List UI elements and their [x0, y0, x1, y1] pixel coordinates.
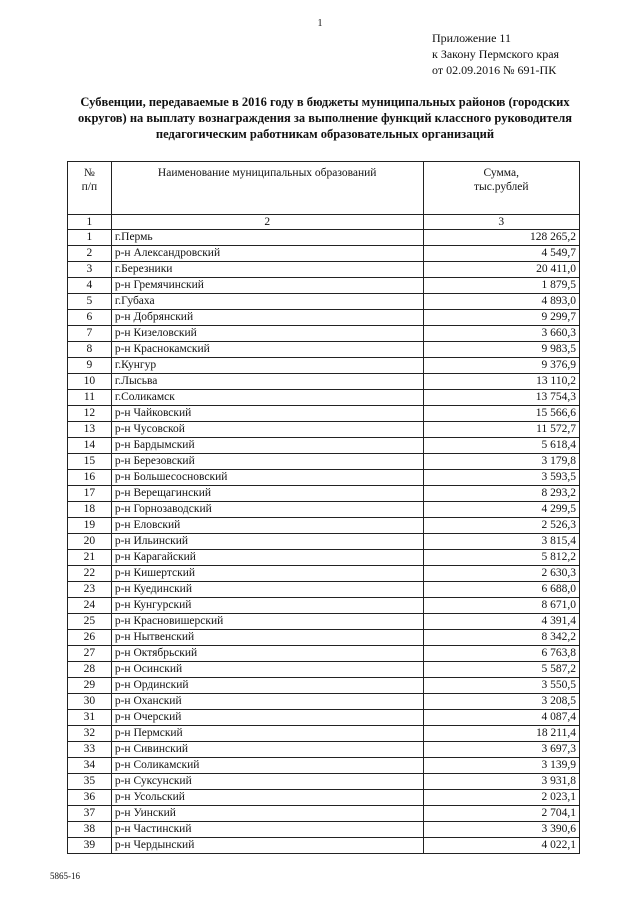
column-number: 1: [68, 215, 112, 230]
row-number: 25: [68, 614, 112, 630]
table-row: [68, 838, 580, 854]
table-row: [68, 358, 580, 374]
municipality-name: р-н Сивинский: [111, 742, 423, 758]
column-number: 3: [423, 215, 579, 230]
row-number: 7: [68, 326, 112, 342]
row-number: 38: [68, 822, 112, 838]
row-number: 22: [68, 566, 112, 582]
appendix-line-2: к Закону Пермского края: [432, 47, 560, 61]
subvention-amount: 3 179,8: [423, 454, 579, 470]
row-number: 34: [68, 758, 112, 774]
row-number: 21: [68, 550, 112, 566]
municipality-name: р-н Усольский: [111, 790, 423, 806]
table-row: [68, 614, 580, 630]
municipality-name: г.Пермь: [111, 230, 423, 246]
subvention-amount: 5 812,2: [423, 550, 579, 566]
row-number: 31: [68, 710, 112, 726]
municipality-name: р-н Чайковский: [111, 406, 423, 422]
row-number: 35: [68, 774, 112, 790]
title-line-3: педагогическим работникам образовательных организаций: [155, 127, 495, 141]
municipality-name: р-н Нытвенский: [111, 630, 423, 646]
municipality-name: г.Соликамск: [111, 390, 423, 406]
subvention-amount: 2 526,3: [423, 518, 579, 534]
subvention-amount: 5 587,2: [423, 662, 579, 678]
table-row: [68, 726, 580, 742]
subvention-amount: 2 630,3: [423, 566, 579, 582]
subvention-amount: 3 390,6: [423, 822, 579, 838]
subvention-amount: 3 208,5: [423, 694, 579, 710]
subvention-amount: 8 671,0: [423, 598, 579, 614]
municipality-name: р-н Соликамский: [111, 758, 423, 774]
appendix-line-3: от 02.09.2016 № 691-ПК: [432, 63, 557, 77]
header-sum-line-1: Сумма,: [483, 167, 519, 179]
appendix-line-1: Приложение 11: [432, 31, 511, 45]
header-sum: [423, 162, 579, 215]
table-row: [68, 774, 580, 790]
table-row: [68, 470, 580, 486]
page-number: 1: [317, 18, 323, 29]
header-number-line-1: №: [83, 167, 95, 179]
table-row: [68, 486, 580, 502]
subvention-amount: 9 376,9: [423, 358, 579, 374]
table-row: [68, 406, 580, 422]
row-number: 5: [68, 294, 112, 310]
table-row: [68, 598, 580, 614]
subvention-amount: 3 815,4: [423, 534, 579, 550]
header-number-line-2: п/п: [81, 181, 98, 193]
subvention-table: [67, 161, 580, 854]
title-line-1: Субвенции, передаваемые в 2016 году в бюджеты муниципальных районов (городских: [80, 95, 570, 109]
row-number: 11: [68, 390, 112, 406]
subvention-amount: 128 265,2: [423, 230, 579, 246]
table-row: [68, 374, 580, 390]
table-row: [68, 454, 580, 470]
municipality-name: р-н Красновишерский: [111, 614, 423, 630]
municipality-name: р-н Пермский: [111, 726, 423, 742]
table-row: [68, 230, 580, 246]
table-row: [68, 646, 580, 662]
row-number: 17: [68, 486, 112, 502]
table-row: [68, 342, 580, 358]
municipality-name: р-н Ординский: [111, 678, 423, 694]
row-number: 18: [68, 502, 112, 518]
row-number: 6: [68, 310, 112, 326]
subvention-amount: 1 879,5: [423, 278, 579, 294]
table-row: [68, 582, 580, 598]
table-row: [68, 502, 580, 518]
subvention-amount: 9 299,7: [423, 310, 579, 326]
row-number: 26: [68, 630, 112, 646]
row-number: 23: [68, 582, 112, 598]
subvention-amount: 3 660,3: [423, 326, 579, 342]
municipality-name: р-н Частинский: [111, 822, 423, 838]
table-row: [68, 518, 580, 534]
table-row: [68, 294, 580, 310]
subvention-amount: 4 299,5: [423, 502, 579, 518]
row-number: 8: [68, 342, 112, 358]
table-row: [68, 566, 580, 582]
table-row: [68, 278, 580, 294]
municipality-name: р-н Кишертский: [111, 566, 423, 582]
header-name: Наименование муниципальных образований: [111, 162, 423, 215]
column-number: 2: [111, 215, 423, 230]
table-row: [68, 630, 580, 646]
subvention-amount: 18 211,4: [423, 726, 579, 742]
municipality-name: р-н Октябрьский: [111, 646, 423, 662]
municipality-name: р-н Куединский: [111, 582, 423, 598]
subvention-amount: 3 697,3: [423, 742, 579, 758]
municipality-name: р-н Верещагинский: [111, 486, 423, 502]
table-row: [68, 262, 580, 278]
subvention-amount: 4 022,1: [423, 838, 579, 854]
row-number: 9: [68, 358, 112, 374]
municipality-name: р-н Еловский: [111, 518, 423, 534]
table-row: [68, 326, 580, 342]
row-number: 29: [68, 678, 112, 694]
table-row: [68, 246, 580, 262]
subvention-amount: 2 023,1: [423, 790, 579, 806]
municipality-name: р-н Уинский: [111, 806, 423, 822]
subvention-amount: 8 293,2: [423, 486, 579, 502]
table-row: [68, 662, 580, 678]
table-row: [68, 534, 580, 550]
row-number: 16: [68, 470, 112, 486]
table-row: [68, 710, 580, 726]
subvention-amount: 3 593,5: [423, 470, 579, 486]
subvention-amount: 4 549,7: [423, 246, 579, 262]
table-row: [68, 550, 580, 566]
municipality-name: р-н Александровский: [111, 246, 423, 262]
table-row: [68, 390, 580, 406]
row-number: 36: [68, 790, 112, 806]
row-number: 13: [68, 422, 112, 438]
table-row: [68, 310, 580, 326]
table-row: [68, 422, 580, 438]
subvention-amount: 3 931,8: [423, 774, 579, 790]
municipality-name: р-н Добрянский: [111, 310, 423, 326]
row-number: 24: [68, 598, 112, 614]
municipality-name: р-н Карагайский: [111, 550, 423, 566]
row-number: 14: [68, 438, 112, 454]
header-number: [68, 162, 112, 215]
row-number: 4: [68, 278, 112, 294]
row-number: 1: [68, 230, 112, 246]
municipality-name: р-н Очерский: [111, 710, 423, 726]
municipality-name: р-н Краснокамский: [111, 342, 423, 358]
table-row: [68, 758, 580, 774]
subvention-amount: 9 983,5: [423, 342, 579, 358]
document-code: 5865-16: [50, 871, 80, 881]
municipality-name: р-н Чердынский: [111, 838, 423, 854]
table-header-row: [68, 162, 580, 215]
subvention-amount: 2 704,1: [423, 806, 579, 822]
municipality-name: р-н Кизеловский: [111, 326, 423, 342]
subvention-amount: 6 688,0: [423, 582, 579, 598]
subvention-amount: 3 139,9: [423, 758, 579, 774]
row-number: 28: [68, 662, 112, 678]
municipality-name: р-н Чусовской: [111, 422, 423, 438]
row-number: 33: [68, 742, 112, 758]
table-row: [68, 694, 580, 710]
row-number: 27: [68, 646, 112, 662]
subvention-amount: 8 342,2: [423, 630, 579, 646]
appendix-reference: [432, 30, 559, 78]
table-row: [68, 678, 580, 694]
table-row: [68, 742, 580, 758]
municipality-name: р-н Кунгурский: [111, 598, 423, 614]
municipality-name: г.Губаха: [111, 294, 423, 310]
subvention-amount: 6 763,8: [423, 646, 579, 662]
row-number: 30: [68, 694, 112, 710]
subvention-amount: 11 572,7: [423, 422, 579, 438]
subvention-amount: 13 110,2: [423, 374, 579, 390]
table-body: [68, 230, 580, 854]
municipality-name: р-н Ильинский: [111, 534, 423, 550]
table-row: [68, 822, 580, 838]
municipality-name: р-н Оханский: [111, 694, 423, 710]
municipality-name: г.Кунгур: [111, 358, 423, 374]
subvention-amount: 5 618,4: [423, 438, 579, 454]
municipality-name: р-н Суксунский: [111, 774, 423, 790]
row-number: 19: [68, 518, 112, 534]
row-number: 39: [68, 838, 112, 854]
row-number: 2: [68, 246, 112, 262]
subvention-amount: 4 391,4: [423, 614, 579, 630]
municipality-name: р-н Осинский: [111, 662, 423, 678]
municipality-name: р-н Большесосновский: [111, 470, 423, 486]
title-line-2: округов) на выплату вознаграждения за выполнение функций классного руководителя: [78, 111, 572, 125]
municipality-name: р-н Березовский: [111, 454, 423, 470]
row-number: 10: [68, 374, 112, 390]
row-number: 15: [68, 454, 112, 470]
subvention-amount: 4 087,4: [423, 710, 579, 726]
subvention-amount: 3 550,5: [423, 678, 579, 694]
row-number: 3: [68, 262, 112, 278]
subvention-amount: 15 566,6: [423, 406, 579, 422]
subvention-amount: 20 411,0: [423, 262, 579, 278]
row-number: 20: [68, 534, 112, 550]
municipality-name: р-н Горнозаводский: [111, 502, 423, 518]
municipality-name: г.Березники: [111, 262, 423, 278]
municipality-name: р-н Бардымский: [111, 438, 423, 454]
subvention-amount: 13 754,3: [423, 390, 579, 406]
municipality-name: г.Лысьва: [111, 374, 423, 390]
row-number: 12: [68, 406, 112, 422]
document-title: [60, 94, 590, 142]
header-sum-line-2: тыс.рублей: [474, 181, 529, 193]
row-number: 32: [68, 726, 112, 742]
table-row: [68, 806, 580, 822]
column-number-row: [68, 215, 580, 230]
row-number: 37: [68, 806, 112, 822]
table-row: [68, 790, 580, 806]
table-row: [68, 438, 580, 454]
subvention-amount: 4 893,0: [423, 294, 579, 310]
municipality-name: р-н Гремячинский: [111, 278, 423, 294]
